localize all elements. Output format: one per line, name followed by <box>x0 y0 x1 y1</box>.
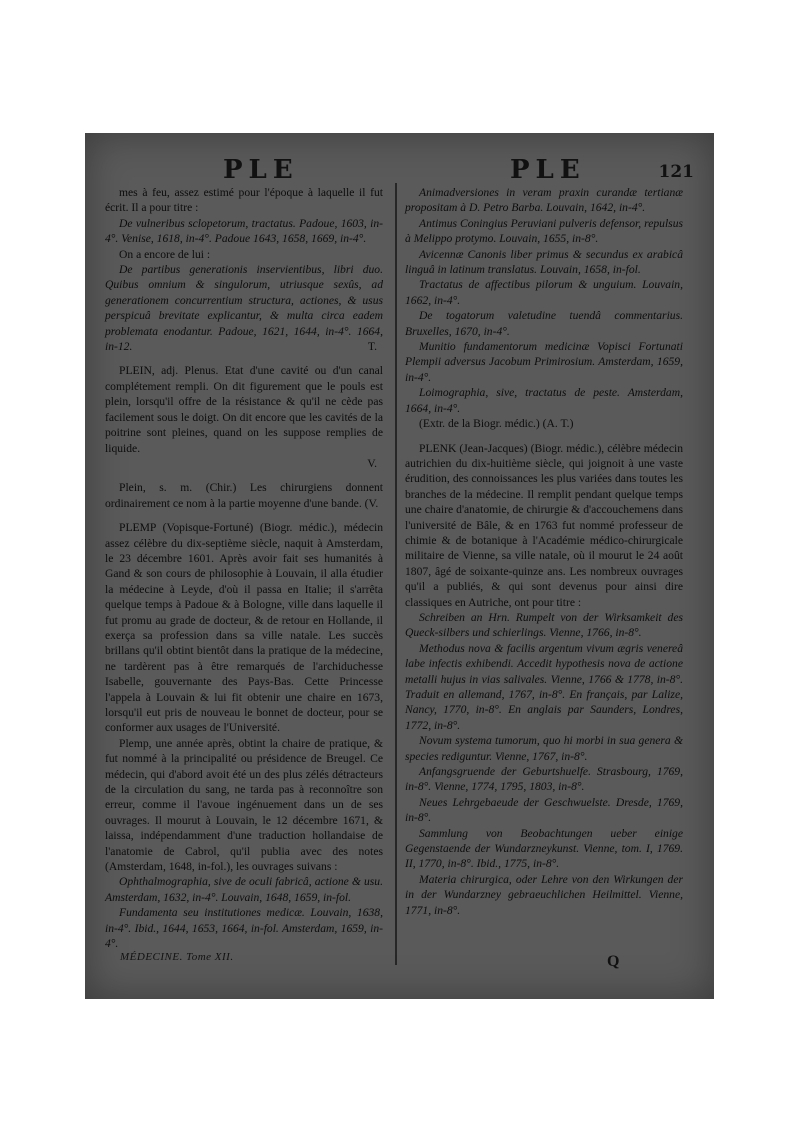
body-paragraph: PLEMP (Vopisque-Fortuné) (Biogr. médic.), médecin assez célèbre du dix-septième siècle, naquit à Amsterdam, le 23 décembre 1601. Après avoir fait ses humanités à Gand & son cours de philosophie à Louvain, il alla étudier la médecine à Leyde, d'où il passa en Italie; il s'arrêta quelque temps à Padoue & à Bologne, ville dans laquelle il fut promu au grade de docteur, & de retour en Hollande, il exerça sa profession dans sa ville natale. Les succès brillans qu'il obtint bientôt dans la pratique de la médecine, ne tardèrent pas à être remarqués de l'archiduchesse Isabelle, gouvernante des Pays-Bas. Cette Princesse l'appela à Louvain & lui fit obtenir une chaire en 1673, lorsqu'il eut pris de nouveau le bonnet de docteur, pour se conformer aux usages de l'Université. <box>105 521 383 735</box>
paragraph-gap <box>105 511 383 520</box>
body-paragraph: Plemp, une année après, obtint la chaire de pratique, & fut nommé à la principalité ou présidence de Breugel. Ce médecin, qui d'abord avoit été un des plus zélés détracteurs de la circulation du sang, ne tarda pas à reconnoître son erreur, comme il l'avoue ingénuement dans un de ses ouvrages. Il mourut à Louvain, le 12 décembre 1671, & laissa, indépendamment d'une traduction hollandaise de l'anatomie de Cabrol, qu'il publia avec des notes (Amsterdam, 1648, in-fol.), les ouvrages suivans : <box>105 736 383 874</box>
running-head-right: PLE <box>510 155 586 185</box>
bibliography-entry: Tractatus de affectibus pilorum & unguium. Louvain, 1662, in-4°. <box>405 278 683 307</box>
bibliography-entry: De partibus generationis inservientibus, libri duo. Quibus omnium & singulorum, utriusque sexûs, ad generationem concurrentium structura, actiones, & usus perspicuâ brevitate explicantur, & multa circa eadem problemata enodantur. Padoue, 1621, 1644, in-4°. 1664, in-12. T. <box>105 263 383 354</box>
bibliography-entry: Neues Lehrgebaeude der Geschwuelste. Dresde, 1769, in-8°. <box>405 795 683 825</box>
page-number: 121 <box>658 162 694 182</box>
body-paragraph: (Extr. de la Biogr. médic.) (A. T.) <box>419 417 574 431</box>
volume-footer: MÉDECINE. Tome XII. <box>120 951 234 963</box>
body-paragraph: Plein, s. m. (Chir.) Les chirurgiens donnent ordinairement ce nom à la partie moyenne d'une bande. (V. <box>105 481 383 510</box>
body-paragraph: On a encore de lui : <box>119 247 211 261</box>
bibliography-entry: Antimus Coningius Peruviani pulveris defensor, repulsus à Melippo protymo. Louvain, 1655, in-8°. <box>405 216 683 246</box>
signature-mark: Q <box>607 953 620 970</box>
bibliography-entry: Materia chirurgica, oder Lehre von den Wirkungen der in der Wundarzney gebraeuchlichen Heilmittel. Vienne, 1771, in-8°. <box>405 872 683 917</box>
column-rule <box>395 183 397 965</box>
bibliography-entry: De togatorum valetudine tuendâ commentarius. Bruxelles, 1670, in-4°. <box>405 309 683 338</box>
paragraph-gap <box>105 354 383 363</box>
bibliography-entry: Anfangsgruende der Geburtshuelfe. Strasbourg, 1769, in-8°. Vienne, 1774, 1795, 1803, in-8°. <box>405 765 683 794</box>
body-paragraph: PLEIN, adj. Plenus. Etat d'une cavité ou d'un canal complétement rempli. On dit figurement que le pouls est plein, lorsqu'il offre de la résistance & qu'il ne cède pas facilement sous le doigt. On dit encore que les cavités de la poitrine sont pleines, quand on les suppose remplies de liquide. <box>105 364 383 455</box>
bibliography-entry: Avicennæ Canonis liber primus & secundus ex arabicâ linguâ in latinum translatus. Louvain, 1658, in-fol. <box>405 247 683 277</box>
bibliography-entry: Methodus nova & facilis argentum vivum ægris venereâ labe infectis exhibendi. Accedit hypothesis nova de actione metalli hujus in vias salivales. Vienne, 1766 & 1778, in-8°. Traduit en allemand, 1767, in-8°. En français, par Lalize, Nancy, 1770, in-8°. En anglais par Saunders, Londres, 1772, in-8°. <box>405 641 683 732</box>
bibliography-entry: Sammlung von Beobachtungen ueber einige Gegenstaende der Wundarzneykunst. Vienne, tom. I, 1769. II, 1770, in-8°. Ibid., 1775, in-8°. <box>405 826 683 871</box>
body-paragraph: mes à feu, assez estimé pour l'époque à laquelle il fut écrit. Il a pour titre : <box>105 186 383 215</box>
bibliography-entry: Fundamenta seu institutiones medicæ. Louvain, 1638, in-4°. Ibid., 1644, 1653, 1664, in-fol. Amsterdam, 1659, in-4°. <box>105 906 383 951</box>
bibliography-entry: Loimographia, sive, tractatus de peste. Amsterdam, 1664, in-4°. <box>405 386 683 415</box>
bibliography-entry: Munitio fundamentorum medicinæ Vopisci Fortunati Plempii adversus Jacobum Primirosium. Amsterdam, 1659, in-4°. <box>405 340 683 384</box>
right-column <box>405 185 683 918</box>
paragraph-gap <box>105 471 383 480</box>
bibliography-entry: Novum systema tumorum, quo hi morbi in sua genera & species rediguntur. Vienne, 1767, in-8°. <box>405 734 683 763</box>
left-column <box>105 185 383 952</box>
bibliography-entry: Ophthalmographia, sive de oculi fabricâ, actione & usu. Amsterdam, 1632, in-4°. Louvain, 1648, 1659, in-fol. <box>105 875 383 904</box>
author-signature: V. <box>367 456 377 470</box>
bibliography-entry: Schreiben an Hrn. Rumpelt von der Wirksamkeit des Queck-silbers und schierlings. Vienne, 1766, in-8°. <box>405 610 683 640</box>
bibliography-entry: Animadversiones in veram praxin curandæ tertianæ propositam à D. Petro Barba. Louvain, 1642, in-4°. <box>405 186 683 215</box>
bibliography-entry: De vulneribus sclopetorum, tractatus. Padoue, 1603, in-4°. Venise, 1618, in-4°. Padoue 1643, 1658, 1669, in-4°. <box>105 216 383 246</box>
body-paragraph: PLENK (Jean-Jacques) (Biogr. médic.), célèbre médecin autrichien du dix-huitième siècle, qui joignoit à une vaste érudition, des connoissances les plus variées dans toutes les branches de la médecine. Il remplit pendant quelque temps une chaire d'anatomie, de chirurgie & d'accouchemens dans l'université de Bâle, & en 1763 fut nommé professeur de chimie & de botanique à l'Académie médico-chirurgicale militaire de Vienne, sa ville natale, où il mourut le 24 août 1807, âgé de soixante-quinze ans. Les nombreux ouvrages qu'il a publiés, & qui sont devenus pour ainsi dire classiques en Autriche, ont pour titre : <box>405 441 683 609</box>
paragraph-gap <box>405 432 683 441</box>
running-head-left: PLE <box>223 155 299 185</box>
scanned-page <box>85 133 714 999</box>
author-signature: T. <box>367 340 377 354</box>
